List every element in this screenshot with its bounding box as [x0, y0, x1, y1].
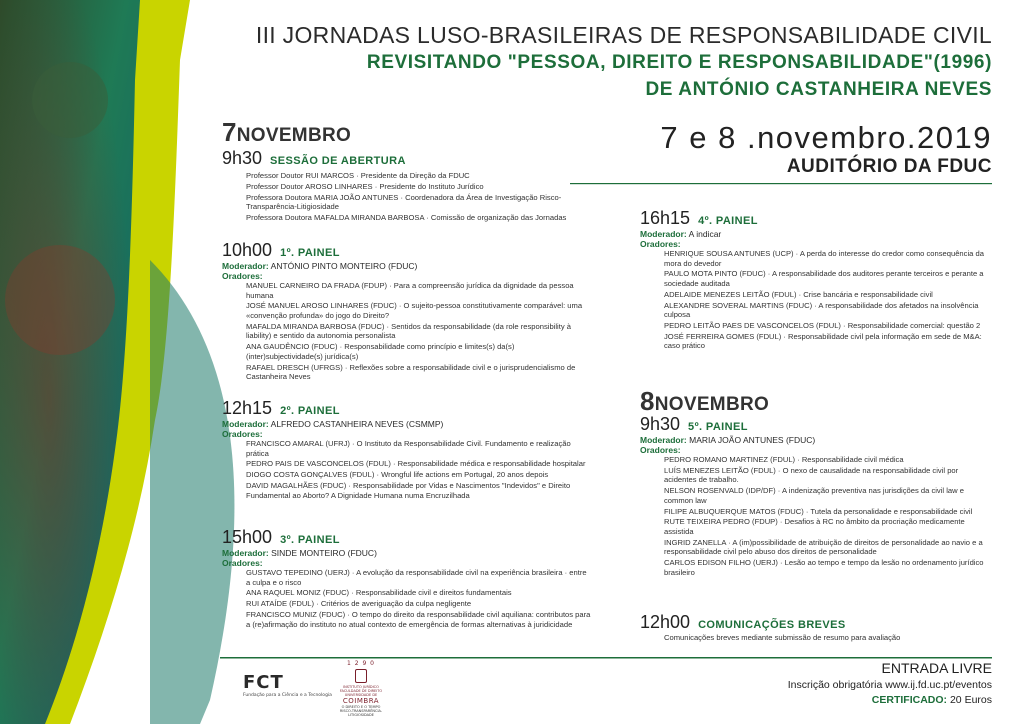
list-item: CARLOS EDISON FILHO (UERJ) · Lesão ao tempo e tempo da lesão no ordenamento jurídico brasileiro: [664, 558, 984, 577]
text: O DIREITO E O TEMPO: [341, 705, 381, 709]
list-item: Professora Doutora MARIA JOÃO ANTUNES · Coordenadora da Área de Investigação Risco-Transparência-Litigiosidade: [246, 192, 562, 212]
list-item: FILIPE ALBUQUERQUE MATOS (FDUC) · Tutela da personalidade e responsabilidade civil: [664, 506, 973, 516]
event-title: III JORNADAS LUSO-BRASILEIRAS DE RESPONSABILIDADE CIVIL: [255, 22, 992, 48]
list-item: Professora Doutora MAFALDA MIRANDA BARBOSA · Comissão de organização das Jornadas: [246, 212, 567, 222]
list-item: HENRIQUE SOUSA ANTUNES (UCP) · A perda do interesse do credor como consequência da mora do devedor: [664, 249, 984, 268]
list-item: DIOGO COSTA GONÇALVES (FDUL) · Wrongful life actions em Portugal, 20 anos depois: [246, 470, 549, 480]
list-item: ADELAIDE MENEZES LEITÃO (FDUL) · Crise bancária e responsabilidade civil: [664, 289, 933, 299]
text: A indicar: [688, 229, 722, 239]
entry-free: ENTRADA LIVRE: [881, 660, 992, 676]
text: COIMBRA: [342, 697, 380, 705]
certificate-info: [640, 694, 992, 706]
list-item: LUÍS MENEZES LEITÃO (FDUL) · O nexo de causalidade na responsabilidade civil por acidentes de trabalho.: [664, 465, 959, 485]
text: 8: [640, 386, 655, 416]
list-item: MANUEL CARNEIRO DA FRADA (FDUP) · Para a compreensão jurídica da dignidade da pessoa humana: [246, 281, 574, 300]
text: 15h00: [222, 527, 273, 547]
list-item: INGRID ZANELLA · A (im)possibilidade de atribuição de direitos de personalidade ao navio e a responsabilidade civil pelo abuso dos direitos de personalidade: [664, 537, 983, 557]
list-item: NELSON ROSENVALD (IDP/DF) · A indenização preventiva nas jurisdições da civil law e common law: [664, 486, 964, 505]
list-item: RAFAEL DRESCH (UFRGS) · Reflexões sobre a responsabilidade civil e o jurisprudencialismo de Castanheira Neves: [246, 362, 576, 382]
list-item: ALEXANDRE SOVERAL MARTINS (FDUC) · A responsabilidade dos afetados na insolvência culposa: [664, 300, 979, 320]
text: 12h00: [640, 612, 691, 632]
text: 4º. PAINEL: [698, 215, 758, 227]
text: SESSÃO DE ABERTURA: [270, 155, 406, 167]
event-subtitle: REVISITANDO "PESSOA, DIREITO E RESPONSABILIDADE"(1996): [366, 52, 992, 73]
list-item: ANA RAQUEL MONIZ (FDUC) · Responsabilidade civil e direitos fundamentais: [246, 588, 512, 598]
list-item: DAVID MAGALHÃES (FDUC) · Responsabilidade por Vidas e Nascimentos "Indevidos" e Direito Fundamental ao Aborto? A Dignidade Humana numa Encruzilhada: [246, 480, 571, 500]
list-item: PAULO MOTA PINTO (FDUC) · A responsabilidade dos auditores perante terceiros e perante a sociedade auditada: [664, 269, 984, 288]
list-item: RUTE TEIXEIRA PEDRO (FDUP) · Desafios à RC no âmbito da procriação medicamente assistida: [664, 517, 965, 536]
opening-speakers: [246, 171, 592, 223]
text: COMUNICAÇÕES BREVES: [698, 619, 846, 631]
text: 9h30: [640, 414, 681, 434]
text: 1 2 9 0: [347, 660, 375, 667]
list-item: Professor Doutor AROSO LINHARES · Presidente do Instituto Jurídico: [246, 181, 484, 191]
day2-heading: [640, 386, 769, 417]
fct-logo: [243, 672, 332, 698]
coimbra-logo: [330, 660, 392, 717]
text: UNIVERSIDADE DE: [344, 693, 378, 697]
text: 5º. PAINEL: [688, 421, 748, 433]
text: FCT: [243, 672, 284, 693]
text: 7: [222, 117, 237, 147]
text: Oradores:: [222, 429, 263, 439]
text: Moderador:: [222, 548, 269, 558]
text: FACULDADE DE DIREITO: [339, 689, 383, 693]
text: Oradores:: [640, 239, 681, 249]
list-item: RUI ATAÍDE (FDUL) · Critérios de averiguação da culpa negligente: [246, 599, 472, 609]
text: CERTIFICADO:: [871, 694, 948, 706]
text: INSTITUTO JURÍDICO: [343, 685, 379, 689]
list-item: PEDRO ROMANO MARTINEZ (FDUL) · Responsabilidade civil médica: [664, 455, 904, 464]
text: 10h00: [222, 240, 273, 260]
text: ANTÓNIO PINTO MONTEIRO (FDUC): [270, 261, 418, 271]
day1-heading: [222, 117, 351, 148]
list-item: Professor Doutor RUI MARCOS · Presidente da Direção da FDUC: [246, 171, 470, 180]
list-item: FRANCISCO AMARAL (UFRJ) · O Instituto da Responsabilidade Civil. Fundamento e realização prática: [246, 439, 571, 458]
text: RISCO-TRANSPARÊNCIA-LITIGIOSIDADE: [339, 709, 383, 717]
opening-session: [222, 148, 592, 224]
registration-info: Inscrição obrigatória www.ij.fd.uc.pt/eventos: [787, 679, 992, 691]
text: 20 Euros: [949, 694, 992, 706]
panel-2: [222, 398, 592, 501]
text: Moderador:: [640, 435, 687, 445]
text: 16h15: [640, 208, 691, 228]
text: ALFREDO CASTANHEIRA NEVES (CSMMP): [270, 419, 444, 429]
list-item: PEDRO PAIS DE VASCONCELOS (FDUL) · Responsabilidade médica e responsabilidade hospitalar: [246, 459, 586, 469]
text: Oradores:: [640, 445, 681, 455]
text: SINDE MONTEIRO (FDUC): [271, 548, 377, 558]
text: Oradores:: [222, 558, 263, 568]
list-item: FRANCISCO MUNIZ (FDUC) · O tempo do direito da responsabilidade civil aquiliana: contributos para a (re)afirmação do instituto no atual contexto de emergência de formas alternativas à juridicidade: [246, 609, 591, 629]
list-item: MAFALDA MIRANDA BARBOSA (FDUC) · Sentidos da responsabilidade (da role responsibility à liability) e sentido da autonomia personalista: [246, 321, 571, 341]
text: 9h30: [222, 148, 263, 168]
panel-5: [640, 414, 992, 578]
text: NOVEMBRO: [236, 125, 352, 146]
text: Fundação para a Ciência e a Tecnologia: [243, 693, 332, 698]
panel-1: [222, 240, 592, 383]
list-item: JOSÉ MANUEL AROSO LINHARES (FDUC) · O sujeito-pessoa constitutivamente comparável: uma «convenção profunda» do jogo do Direito?: [246, 301, 583, 320]
event-venue: AUDITÓRIO DA FDUC: [786, 156, 992, 177]
text: 1º. PAINEL: [280, 247, 340, 259]
text: Moderador:: [222, 261, 269, 271]
list-item: JOSÉ FERREIRA GOMES (FDUL) · Responsabilidade civil pela informação em sede de M&A: caso prático: [664, 331, 982, 351]
text: Oradores:: [222, 271, 263, 281]
list-item: ANA GAUDÊNCIO (FDUC) · Responsabilidade como princípio e limites(s) da(s) (inter)subjectividade(s) jurídica(s): [246, 342, 515, 361]
event-author: DE ANTÓNIO CASTANHEIRA NEVES: [645, 79, 992, 100]
text: NOVEMBRO: [654, 394, 770, 415]
list-item: PEDRO LEITÃO PAES DE VASCONCELOS (FDUL) · Responsabilidade comercial: questão 2: [664, 320, 981, 330]
text: Comunicações breves mediante submissão de resumo para avaliação: [664, 633, 901, 642]
text: Moderador:: [640, 229, 687, 239]
coimbra-emblem-icon: [355, 669, 367, 683]
list-item: GUSTAVO TEPEDINO (UERJ) · A evolução da responsabilidade civil na experiência brasileira · entre a culpa e o risco: [246, 568, 587, 587]
text: 3º. PAINEL: [280, 534, 340, 546]
panel-4: [640, 208, 992, 352]
text: Moderador:: [222, 419, 269, 429]
short-communications: [640, 612, 992, 643]
text: MARIA JOÃO ANTUNES (FDUC): [689, 435, 816, 445]
panel-3: [222, 527, 592, 630]
text: 2º. PAINEL: [280, 405, 340, 417]
text: 12h15: [222, 398, 273, 418]
event-dates: 7 e 8 .novembro.2019: [660, 120, 992, 155]
